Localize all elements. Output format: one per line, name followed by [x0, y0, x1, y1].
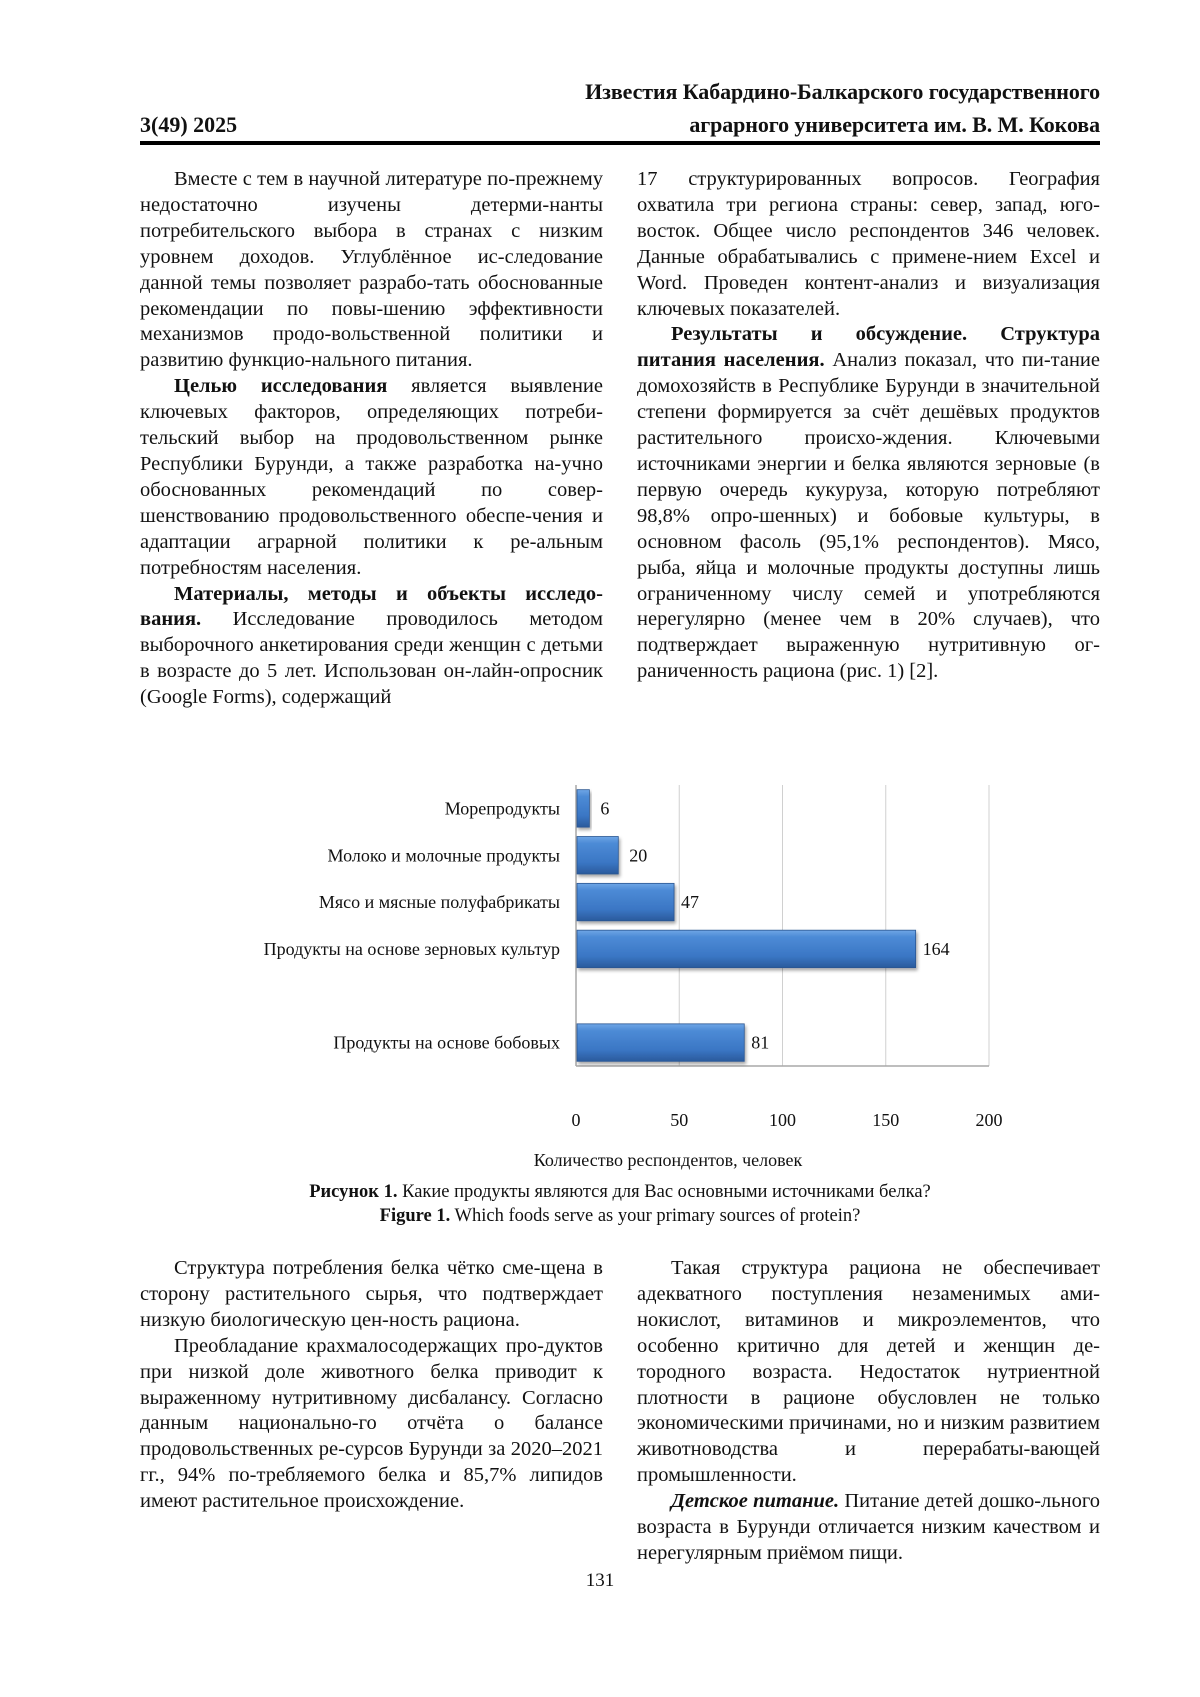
bar — [577, 883, 674, 920]
top-right-column — [637, 167, 1100, 685]
data-label: 47 — [681, 892, 700, 913]
header-rule — [140, 141, 1100, 145]
x-tick-label: 200 — [975, 1110, 1003, 1130]
paragraph: Материалы, методы и объекты исследо-вания. Исследование проводилось методом выборочного анкетирования среди женщин с детьми в возрасте до 5 лет. Использован он-лайн-опросник (Google Forms), содержащий — [140, 582, 603, 709]
bar — [577, 790, 589, 827]
figure-caption-en: Figure 1. Which foods serve as your primary sources of protein? — [379, 1206, 861, 1226]
paragraph: Вместе с тем в научной литературе по-прежнему недостаточно изучены детерми-нанты потребительского выбора в странах с низким уровнем доходов. Углублённое ис-следование данной темы позволяет разрабо-тать обоснованные рекомендации по повы-шению эффективности механизмов продо-вольственной политики и развитию функцио-нального питания. — [140, 168, 603, 372]
data-label: 6 — [600, 798, 610, 819]
paragraph: Преобладание крахмалосодержащих про-дуктов при низкой доле животного белка приводит к выраженному нутритивному дисбалансу. Согласно данным национально-го отчёта о балансе продовольственных ре-сурсов Бурунди за 2020–2021 гг., 94% по-требляемого белка и 85,7% липидов имеют растительное происхождение. — [140, 1334, 603, 1513]
paragraph-lead: Целью исследования — [174, 375, 388, 398]
top-left-column — [140, 167, 603, 711]
paragraph: 17 структурированных вопросов. География охватила три региона страны: север, запад, юго-восток. Общее число респондентов 346 человек. Данные обрабатывались с примене-нием Excel и Word. Проведен контент-анализ и визуализация ключевых показателей. — [637, 168, 1100, 320]
figure-caption — [140, 1180, 1100, 1228]
protein-sources-bar-chart — [180, 770, 1020, 1170]
x-tick-label: 150 — [872, 1110, 900, 1130]
paragraph: Структура потребления белка чётко сме-щена в сторону растительного сырья, что подтверждает низкую биологическую цен-ность рациона. — [140, 1257, 603, 1331]
chart-data-labels — [600, 798, 949, 1052]
x-tick-label: 0 — [571, 1110, 581, 1130]
data-label: 20 — [629, 845, 648, 866]
journal-title — [585, 75, 1100, 141]
x-tick-label: 50 — [670, 1110, 689, 1130]
page-number: 131 — [585, 1570, 615, 1591]
paragraph: Такая структура рациона не обеспечивает адекватного поступления незаменимых ами-нокислот, витаминов и микроэлементов, что особенно критично для детей и женщин де-тородного возраста. Недостаток нутриентной плотности в рационе обусловлен не только экономическими причинами, но и низким развитием животноводства и перерабаты-вающей промышленности. — [637, 1257, 1100, 1487]
x-tick-label: 100 — [769, 1110, 796, 1130]
paragraph: Результаты и обсуждение. Структура питания населения. Анализ показал, что пи-тание домохозяйств в Республике Бурунди в значительной степени формируется за счёт дешёвых продуктов растительного происхо-ждения. Ключевыми источниками энергии и белка являются зерновые (в первую очередь кукуруза, которую потребляют 98,8% опро-шенных) и бобовые культуры, в основном фасоль (95,1% респондентов). Мясо, рыба, яйца и молочные продукты доступны лишь ограниченному числу семей и употребляются нерегулярно (менее чем в 20% случаев), что подтверждает выраженную нутритивную ог-раниченность рациона (рис. 1) [2]. — [637, 323, 1101, 683]
paragraph: Целью исследования является выявление ключевых факторов, определяющих потреби-тельский выбор на продовольственном рынке Республики Бурунди, а также разработка на-учно обоснованных рекомендаций по совер-шенствованию продовольственного обеспе-чения и адаптации аграрной политики к ре-альным потребностям населения. — [140, 375, 603, 579]
category-label: Мясо и мясные полуфабрикаты — [318, 892, 560, 913]
figure-caption-ru: Рисунок 1. Какие продукты являются для Вас основными источниками белка? — [309, 1182, 931, 1202]
paragraph: Детское питание. Питание детей дошко-льного возраста в Бурунди отличается низким качеством и нерегулярным приёмом пищи. — [637, 1490, 1100, 1564]
issue-number: 3(49) 2025 — [140, 112, 238, 137]
journal-title-line-1: Известия Кабардино-Балкарского государственного — [585, 79, 1100, 104]
bar — [577, 837, 618, 874]
paragraph-lead: Детское питание. — [671, 1490, 840, 1513]
paragraph-lead: Результаты и обсуждение. Структура питания населения. — [637, 323, 1100, 372]
category-label: Продукты на основе зерновых культур — [263, 938, 560, 959]
paragraph-lead: Материалы, методы и объекты исследо-вания. — [140, 582, 603, 631]
bar — [577, 1024, 744, 1061]
journal-title-line-2: аграрного университета им. В. М. Кокова — [689, 112, 1100, 137]
chart-x-tick-labels — [572, 1110, 1003, 1130]
data-label: 164 — [922, 938, 950, 959]
category-label: Продукты на основе бобовых — [333, 1032, 560, 1053]
data-label: 81 — [751, 1032, 770, 1053]
bottom-right-column — [637, 1256, 1100, 1567]
bar — [577, 930, 916, 967]
chart-category-labels — [264, 798, 560, 1052]
bottom-left-column — [140, 1256, 603, 1515]
chart-bars — [577, 790, 916, 1062]
category-label: Морепродукты — [444, 798, 560, 819]
page-header — [140, 70, 1100, 150]
chart-x-axis-label: Количество респондентов, человек — [533, 1150, 803, 1170]
category-label: Молоко и молочные продукты — [327, 845, 560, 866]
